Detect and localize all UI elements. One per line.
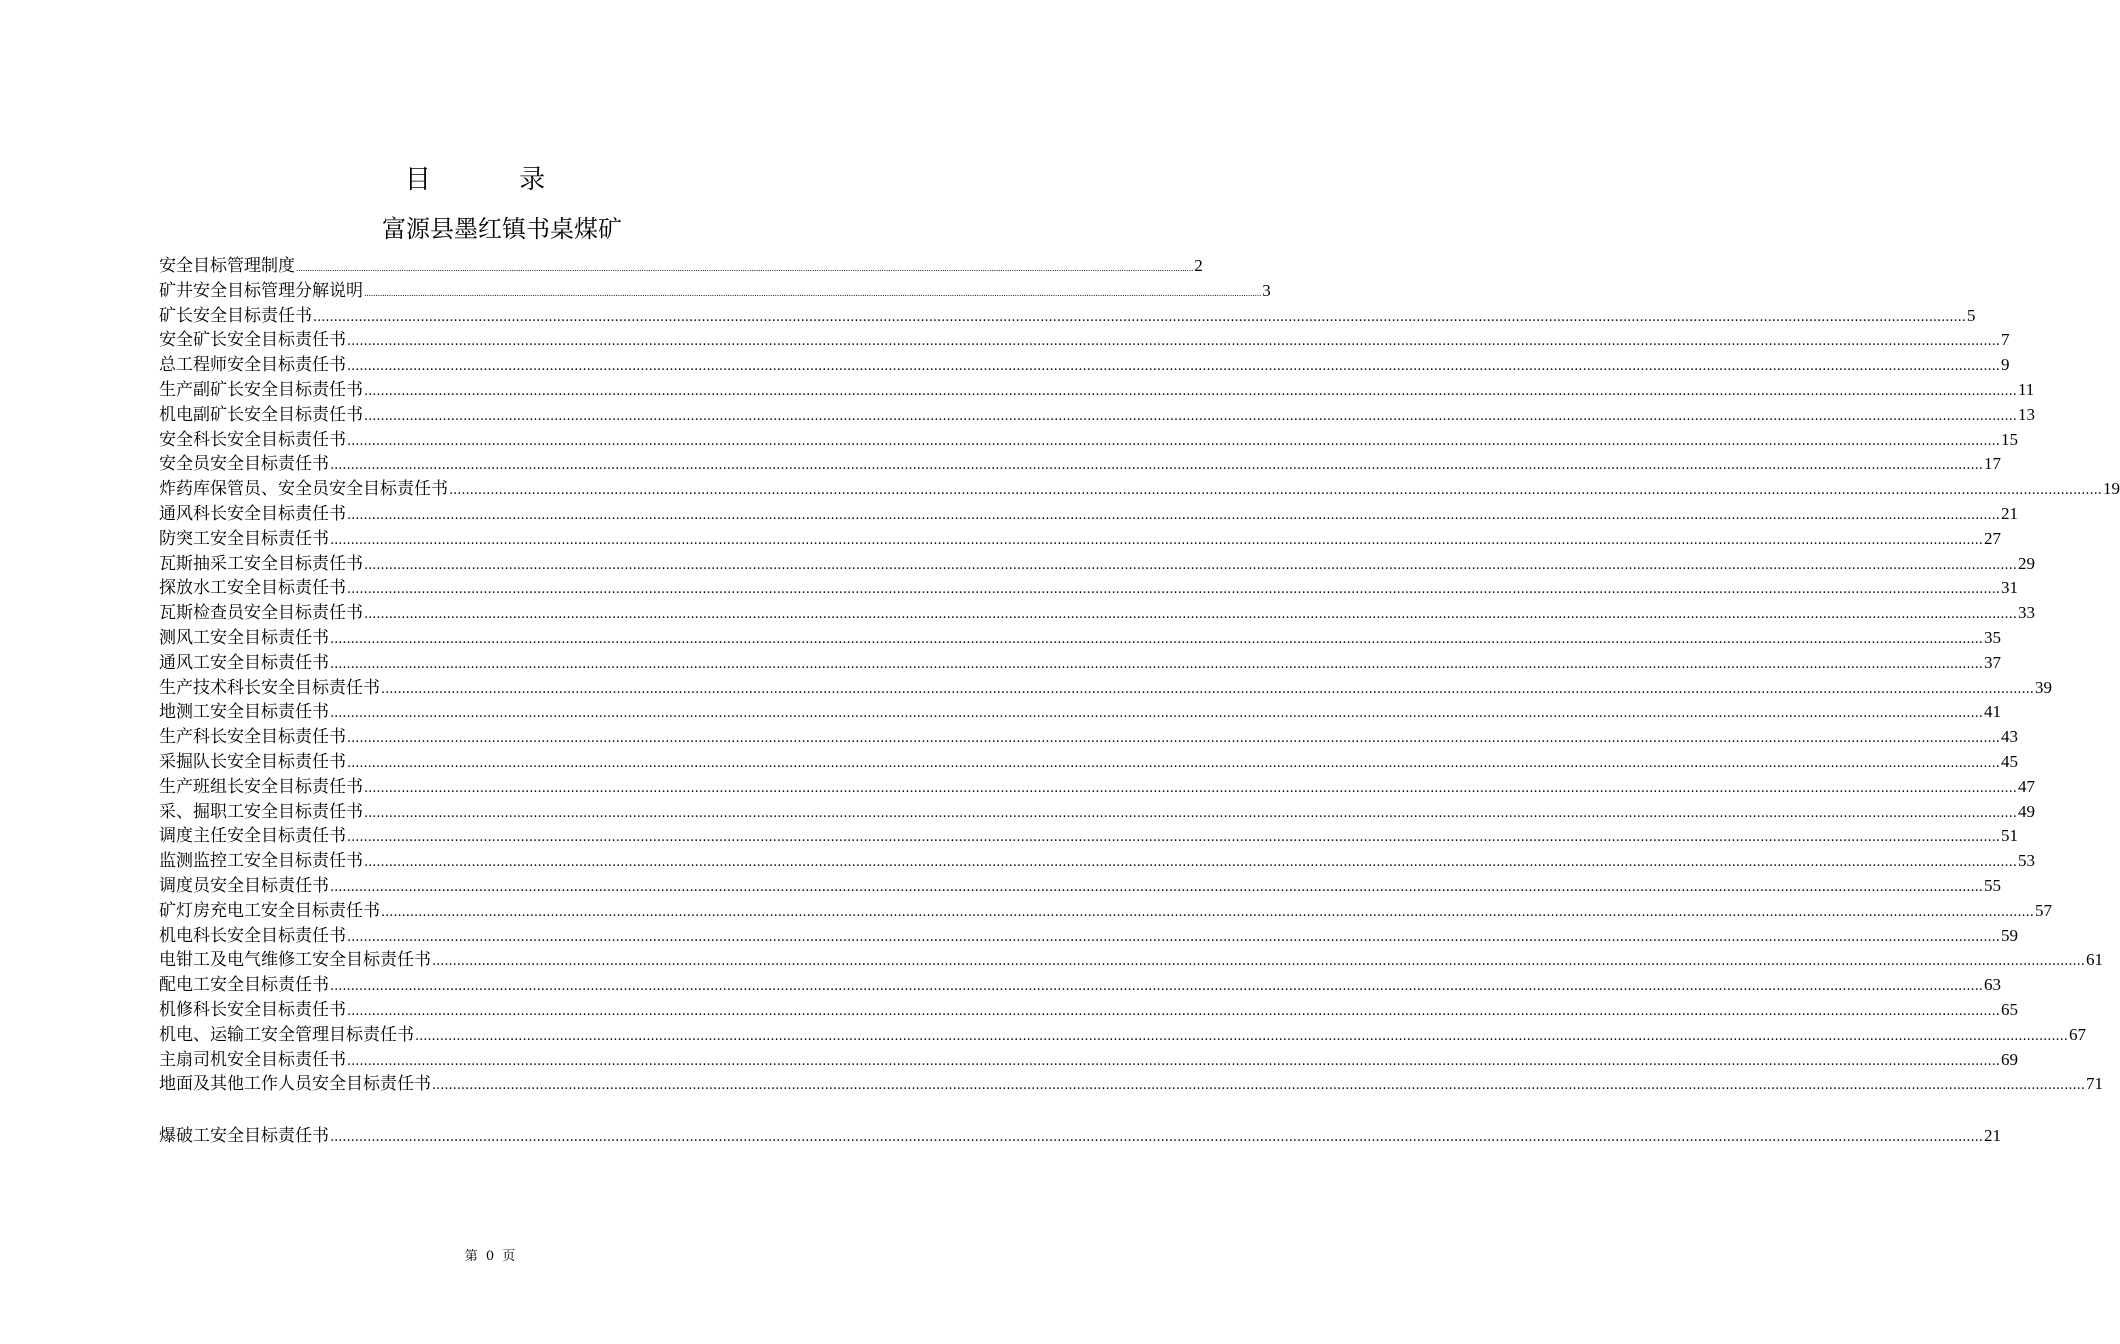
toc-entry[interactable] [159, 800, 2035, 825]
toc-entry-title: 地面及其他工作人员安全目标责任书 [159, 1074, 431, 1095]
toc-entry-title: 矿长安全目标责任书 [159, 305, 312, 326]
toc-leader-dots: ................................................................................................................................................................................................................................................................................................................................................................................................................ [347, 1003, 2000, 1019]
toc-entry[interactable] [159, 527, 2001, 552]
toc-entry-page: 63 [1983, 975, 2001, 995]
toc-entry-page: 5 [1966, 305, 1976, 325]
toc-entry-page: 35 [1983, 627, 2001, 647]
toc-entry[interactable] [159, 428, 2018, 453]
toc-entry-page: 27 [1983, 528, 2001, 548]
toc-entry[interactable] [159, 899, 2052, 924]
toc-entry[interactable] [159, 254, 1203, 279]
toc-entry[interactable] [159, 676, 2052, 701]
toc-leader-dots: ................................................................................................................................................................................................................................................................................................................................................................................................................ [347, 1053, 2000, 1069]
toc-entry-page: 51 [2000, 826, 2018, 846]
toc-entry-page: 3 [1262, 280, 1271, 300]
toc-leader-dots: ................................................................................................................................................................................................................................................................................................................................................................................................................ [364, 855, 2017, 871]
toc-entry-page: 53 [2017, 851, 2035, 871]
toc-entry-title: 爆破工安全目标责任书 [159, 1126, 329, 1146]
toc-entry-title: 生产班组长安全目标责任书 [159, 776, 363, 797]
toc-entry[interactable] [159, 1048, 2018, 1073]
toc-entry-page: 11 [2017, 379, 2035, 399]
toc-entry-title: 电钳工及电气维修工安全目标责任书 [159, 950, 431, 971]
toc-entry-title: 安全员安全目标责任书 [159, 454, 329, 475]
toc-entry-page: 71 [2085, 1074, 2103, 1094]
toc-leader-dots: ................................................................................................................................................................................................................................................................................................................................................................................................................ [330, 979, 1983, 995]
toc-entry-page: 61 [2085, 950, 2103, 970]
toc-entry-page: 21 [2000, 503, 2018, 523]
toc-entry[interactable] [159, 725, 2018, 750]
toc-entry-title: 矿井安全目标管理分解说明 [159, 280, 363, 301]
toc-entry-title: 机电、运输工安全管理目标责任书 [159, 1024, 414, 1045]
toc-entry-title: 安全矿长安全目标责任书 [159, 330, 346, 351]
toc-entry-title: 主扇司机安全目标责任书 [159, 1049, 346, 1070]
toc-leader-dots: ................................................................................................................................................................................................................................................................................................................................................................................................................ [330, 656, 1983, 672]
toc-entry-page: 43 [2000, 727, 2018, 747]
toc-entry-title: 矿灯房充电工安全目标责任书 [159, 900, 380, 921]
toc-entry-title: 瓦斯检查员安全目标责任书 [159, 603, 363, 624]
toc-entry[interactable] [159, 948, 2103, 973]
toc-entry-title: 安全目标管理制度 [159, 256, 295, 276]
toc-leader-dots: ................................................................................................................................................................................................................................................................................................................................................................................................................ [330, 879, 1983, 895]
toc-leader-dots: ................................................................................................................................................................................................................................................................................................................................................................................................................ [381, 681, 2034, 697]
toc-entry[interactable] [159, 403, 2035, 428]
toc-leader-dots: ................................................................................................................................................................................................................................................................................................................................................................................................................ [347, 507, 2000, 523]
toc-entry-title: 炸药库保管员、安全员安全目标责任书 [159, 479, 448, 500]
toc-entry[interactable] [159, 651, 2001, 676]
toc-entry-page: 2 [1194, 256, 1203, 275]
toc-leader-dots: ................................................................................................................................................................................................................................................................................................................................................................................................................ [364, 383, 2017, 399]
toc-entry-title: 生产副矿长安全目标责任书 [159, 379, 363, 400]
toc-entry[interactable] [159, 998, 2018, 1023]
toc-entry[interactable] [159, 874, 2001, 899]
toc-entry-page: 57 [2034, 900, 2052, 920]
toc-leader-dots: ................................................................................................................................................................................................................................................................................................................................................................................................................ [449, 483, 2102, 499]
toc-entry[interactable] [159, 601, 2035, 626]
toc-entry[interactable] [159, 452, 2001, 477]
toc-leader-dots: ................................................................................................................................................................................................................................................................................................................................................................................................................ [330, 631, 1983, 647]
toc-leader-dots: ................................................................................................................................................................................................................................................................................................................................................................................................................ [347, 359, 2000, 375]
toc-entry-page: 69 [2000, 1049, 2018, 1069]
toc-leader-dots: ................................................................................................................................................................................................................................................................................................................................................................................................................ [347, 433, 2000, 449]
toc-entry[interactable] [159, 924, 2018, 949]
toc-entry-page: 45 [2000, 751, 2018, 771]
toc-entry-title: 生产技术科长安全目标责任书 [159, 677, 380, 698]
toc-entry-page: 7 [2000, 330, 2010, 350]
toc-entry-page: 49 [2017, 801, 2035, 821]
toc-leader-dots: ................................................................................................................................................................................................................................................................................................................................................................................................................ [347, 830, 2000, 846]
toc-leader-dots: ................................................................................................................................................................................................................................................................................................................................................................................................................ [432, 954, 2085, 970]
document-subtitle: 富源县墨红镇书桌煤矿 [382, 215, 622, 243]
toc-entry[interactable] [159, 576, 2018, 601]
toc-entry[interactable] [159, 279, 1271, 304]
toc-entry-page: 17 [1983, 454, 2001, 474]
toc-entry[interactable] [159, 1023, 2086, 1048]
toc-entry-page: 55 [1983, 875, 2001, 895]
toc-entry-title: 瓦斯抽采工安全目标责任书 [159, 553, 363, 574]
toc-entry[interactable] [159, 1072, 2103, 1097]
toc-leader-dots: ................................................................................................................................................................................................................................................................................................................................................................................................................ [364, 557, 2017, 573]
toc-entry-title: 通风工安全目标责任书 [159, 652, 329, 673]
toc-entry-page: 29 [2017, 553, 2035, 573]
toc-leader-dots: ................................................................................................................................................................................................................................................................................................................................................................................................................ [432, 1078, 2085, 1094]
toc-entry-page: 59 [2000, 925, 2018, 945]
toc-leader-dots: ................................................................................................................................................................................................................................................................................................................................................................................................................ [347, 929, 2000, 945]
toc-leader-dots: ................................................................................................................................................................................................................................................................................................................................................................................................................ [415, 1028, 2068, 1044]
toc-leader-dots: ................................................................................................................................................................................................................................................................................................................................................................................................................ [364, 780, 2017, 796]
toc-entry-title: 通风科长安全目标责任书 [159, 503, 346, 524]
toc-entry-title: 防突工安全目标责任书 [159, 528, 329, 549]
toc-leader-dots: ................................................................................................................................................................................................................................................................................................................................................................................................................ [330, 706, 1983, 722]
toc-entry-title: 调度员安全目标责任书 [159, 875, 329, 896]
toc-list-extra [159, 1124, 2001, 1149]
toc-entry[interactable] [159, 328, 2010, 353]
toc-entry[interactable] [159, 552, 2035, 577]
toc-entry-page: 9 [2000, 355, 2010, 375]
toc-entry-title: 机修科长安全目标责任书 [159, 999, 346, 1020]
toc-entry-page: 67 [2068, 1024, 2086, 1044]
toc-entry-title: 机电副矿长安全目标责任书 [159, 404, 363, 425]
toc-entry-page: 21 [1983, 1126, 2001, 1145]
toc-entry-title: 探放水工安全目标责任书 [159, 578, 346, 599]
toc-entry-page: 33 [2017, 603, 2035, 623]
toc-list [159, 254, 2120, 1097]
toc-leader-dots: ................................................................................................................................................................................................................................................................................................................................................................................................................ [296, 264, 1194, 273]
toc-entry[interactable] [159, 353, 2010, 378]
toc-entry-title: 安全科长安全目标责任书 [159, 429, 346, 450]
toc-entry-page: 19 [2102, 479, 2120, 499]
page-footer: 第 0 页 [464, 1249, 516, 1264]
toc-entry-page: 31 [2000, 578, 2018, 598]
toc-leader-dots: ................................................................................................................................................................................................................................................................................................................................................................................................................ [364, 288, 1262, 298]
toc-leader-dots: ................................................................................................................................................................................................................................................................................................................................................................................................................ [347, 582, 2000, 598]
toc-leader-dots: ................................................................................................................................................................................................................................................................................................................................................................................................................ [347, 334, 2000, 350]
toc-entry[interactable] [159, 700, 2001, 725]
toc-entry-page: 15 [2000, 429, 2018, 449]
toc-leader-dots: ................................................................................................................................................................................................................................................................................................................................................................................................................ [330, 458, 1983, 474]
toc-entry[interactable] [159, 477, 2120, 502]
toc-leader-dots: ................................................................................................................................................................................................................................................................................................................................................................................................................ [364, 408, 2017, 424]
toc-entry-title: 采、掘职工安全目标责任书 [159, 801, 363, 822]
toc-entry-page: 41 [1983, 702, 2001, 722]
toc-entry-title: 生产科长安全目标责任书 [159, 727, 346, 748]
toc-entry-page: 37 [1983, 652, 2001, 672]
toc-entry-page: 65 [2000, 999, 2018, 1019]
toc-entry-title: 监测监控工安全目标责任书 [159, 851, 363, 872]
toc-entry-title: 测风工安全目标责任书 [159, 627, 329, 648]
toc-entry[interactable] [159, 824, 2018, 849]
toc-leader-dots: ................................................................................................................................................................................................................................................................................................................................................................................................................ [330, 532, 1983, 548]
toc-entry-page: 13 [2017, 404, 2035, 424]
toc-leader-dots: ................................................................................................................................................................................................................................................................................................................................................................................................................ [347, 755, 2000, 771]
toc-entry-title: 机电科长安全目标责任书 [159, 925, 346, 946]
toc-entry[interactable] [159, 304, 1976, 329]
toc-leader-dots: ................................................................................................................................................................................................................................................................................................................................................................................................................ [364, 805, 2017, 821]
toc-entry-title: 地测工安全目标责任书 [159, 702, 329, 723]
toc-entry[interactable] [159, 626, 2001, 651]
toc-title: 目 录 [404, 165, 586, 195]
toc-leader-dots: ................................................................................................................................................................................................................................................................................................................................................................................................................ [381, 904, 2034, 920]
toc-entry-title: 调度主任安全目标责任书 [159, 826, 346, 847]
toc-leader-dots: ................................................................................................................................................................................................................................................................................................................................................................................................................ [364, 607, 2017, 623]
toc-entry[interactable] [159, 849, 2035, 874]
toc-entry[interactable] [159, 973, 2001, 998]
toc-entry[interactable] [159, 378, 2035, 403]
toc-entry[interactable] [159, 502, 2018, 527]
toc-entry[interactable] [159, 775, 2035, 800]
toc-entry-title: 配电工安全目标责任书 [159, 975, 329, 996]
toc-leader-dots: ................................................................................................................................................................................................................................................................................................................................................................................................................ [347, 731, 2000, 747]
toc-entry-page: 39 [2034, 677, 2052, 697]
toc-leader-dots: ................................................................................................................................................................................................................................................................................................................................................................................................................ [330, 1130, 1983, 1145]
toc-entry-page: 47 [2017, 776, 2035, 796]
toc-entry[interactable] [159, 750, 2018, 775]
toc-entry-title: 采掘队长安全目标责任书 [159, 751, 346, 772]
toc-leader-dots: ................................................................................................................................................................................................................................................................................................................................................................................................................ [313, 309, 1966, 325]
toc-entry[interactable] [159, 1124, 2001, 1149]
toc-entry-title: 总工程师安全目标责任书 [159, 355, 346, 376]
